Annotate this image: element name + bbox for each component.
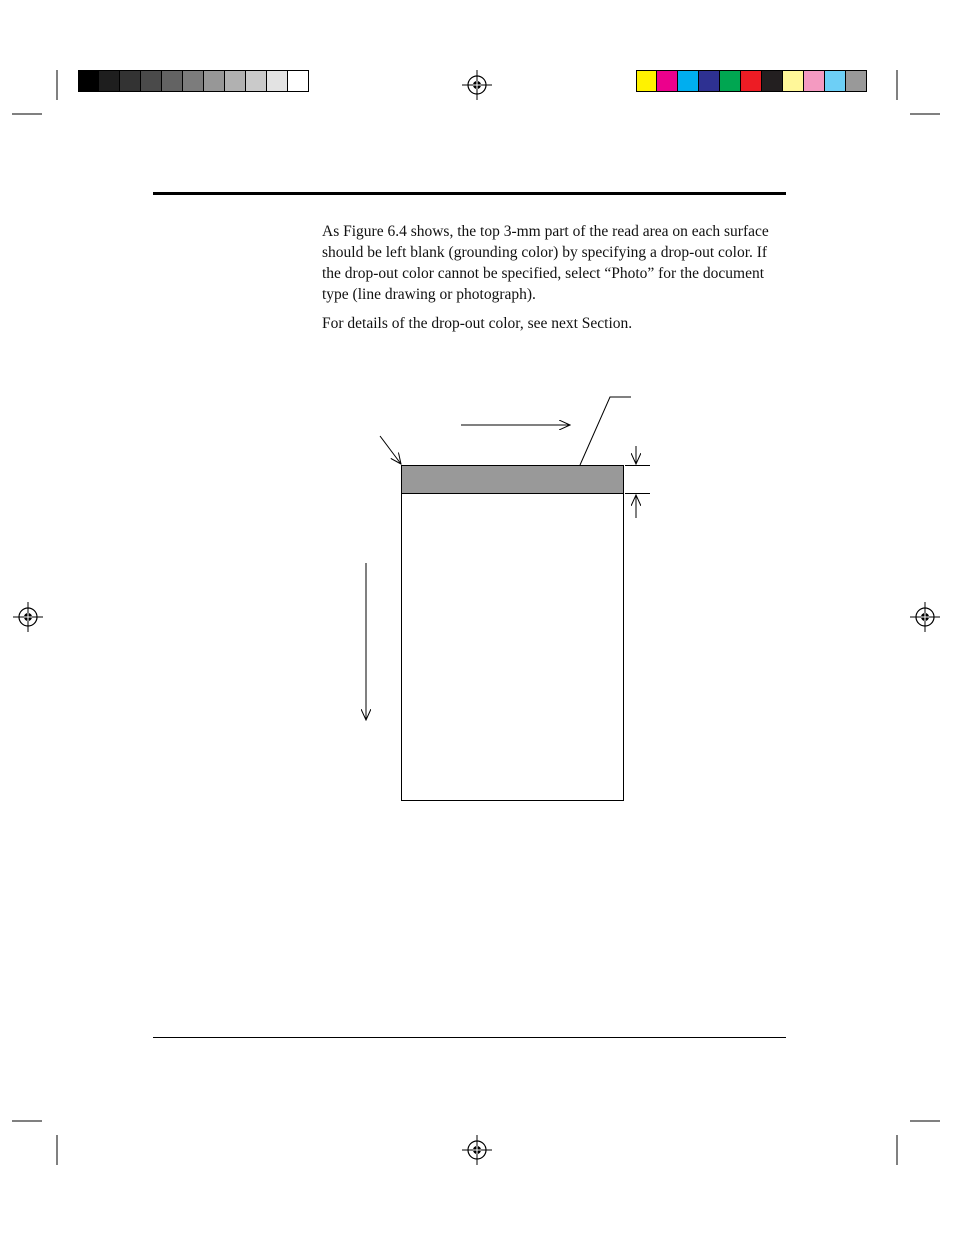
body-paragraph: For details of the drop-out color, see next Section. — [322, 315, 633, 332]
blank-top-band — [402, 466, 624, 494]
footer-rule — [153, 1037, 786, 1038]
band-leader-line — [580, 397, 631, 465]
document-outline — [402, 466, 624, 801]
corner-leader-line — [380, 436, 401, 464]
body-paragraph: As Figure 6.4 shows, the top 3-mm part of the read area on each surface should be left blank (grounding color) by specifying a drop-out color. If the drop-out color cannot be specified, select “Photo” for the document type (line drawing or photograph). — [322, 223, 769, 303]
